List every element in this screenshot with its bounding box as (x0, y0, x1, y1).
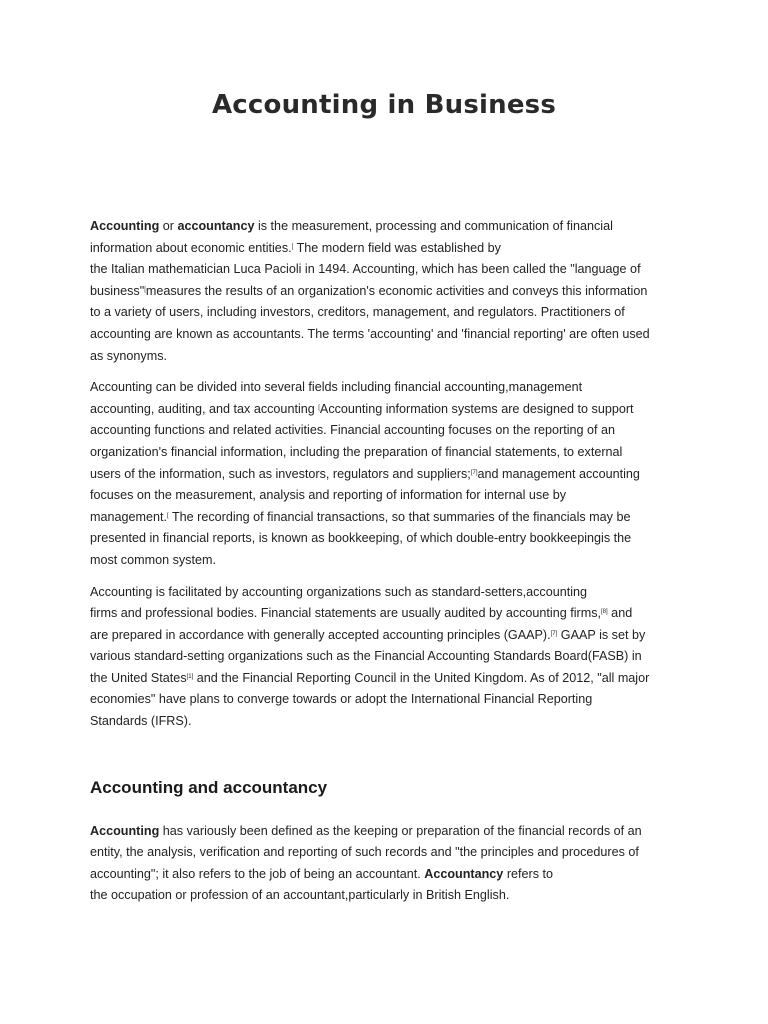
text-line (90, 399, 690, 421)
text-line: accounting are known as accountants. The terms 'accounting' and 'financial reporting' are often used (90, 326, 650, 341)
text-span: GAAP is set by (557, 627, 646, 642)
paragraph-fields (90, 377, 690, 571)
text-span: accounting, auditing, and tax accounting (90, 401, 319, 416)
text-line: to a variety of users, including investors, creditors, management, and regulators. Practitioners of (90, 305, 625, 320)
text-line (90, 625, 690, 647)
paragraph-intro (90, 216, 690, 367)
text-line: Standards (IFRS). (90, 714, 192, 729)
text-line: economies" have plans to converge towards or adopt the International Financial Reporting (90, 692, 593, 707)
document-body (90, 216, 690, 917)
text-span: and management accounting (477, 466, 640, 481)
footnote-ref[interactable]: [ (167, 512, 169, 519)
text-line: Accounting is facilitated by accounting organizations such as standard-setters,accounting (90, 584, 588, 599)
footnote-ref[interactable]: [7] (550, 630, 558, 637)
footnote-ref[interactable]: [ (318, 404, 320, 411)
paragraph-definition (90, 821, 690, 907)
section-heading: Accounting and accountancy (90, 777, 328, 797)
text-span: information about economic entities. (90, 240, 292, 255)
text-line (90, 821, 690, 843)
footnote-ref[interactable]: [7] (470, 469, 478, 476)
bold-term: Accounting (90, 823, 160, 838)
text-line: most common system. (90, 552, 216, 567)
text-span: refers to (503, 866, 554, 881)
text-span: accounting"; it also refers to the job of being an accountant. (90, 866, 425, 881)
text-span: or (159, 219, 178, 233)
text-span: management. (90, 509, 168, 524)
bold-term: accountancy (177, 219, 255, 233)
text-line: focuses on the measurement, analysis and reporting of information for internal use by (90, 488, 567, 503)
text-line (90, 464, 690, 486)
footnote-ref[interactable]: [ (291, 243, 294, 250)
text-span: business" (90, 283, 145, 298)
text-line: organization's financial information, including the preparation of financial statements, to external (90, 444, 623, 459)
text-line (90, 238, 690, 260)
text-span: and (607, 606, 633, 621)
paragraph-organizations (90, 582, 690, 733)
text-line: accounting functions and related activities. Financial accounting focuses on the reporting of an (90, 423, 616, 438)
text-span: firms and professional bodies. Financial statements are usually audited by accounting firms, (90, 606, 602, 621)
text-span: the United States (90, 670, 187, 685)
text-span: measures the results of an organization's economic activities and conveys this information (145, 283, 648, 298)
footnote-ref[interactable]: [1] (186, 673, 194, 680)
text-span: users of the information, such as investors, regulators and suppliers; (90, 466, 471, 481)
text-line: entity, the analysis, verification and reporting of such records and "the principles and procedures of (90, 845, 639, 860)
document-title: Accounting in Business (211, 90, 557, 120)
text-line (90, 603, 690, 625)
text-span: Accounting information systems are designed to support (319, 401, 634, 416)
text-line (90, 864, 690, 886)
text-span: and the Financial Reporting Council in the United Kingdom. As of 2012, "all major (193, 670, 650, 685)
text-line (90, 216, 690, 238)
text-line (90, 281, 690, 303)
text-line (90, 668, 690, 690)
text-span: is the measurement, processing and communication of financial (254, 219, 613, 233)
text-line: various standard-setting organizations such as the Financial Accounting Standards Board(FASB) in (90, 649, 642, 664)
bold-term: Accounting (90, 219, 160, 233)
text-line: as synonyms. (90, 348, 167, 363)
text-line (90, 507, 690, 529)
text-line: the Italian mathematician Luca Pacioli in 1494. Accounting, which has been called the "language of (90, 262, 641, 277)
footnote-ref[interactable]: [8] (601, 609, 608, 616)
text-line: the occupation or profession of an accountant,particularly in British English. (90, 888, 510, 903)
text-span: The modern field was established by (293, 240, 501, 255)
text-line: Accounting can be divided into several fields including financial accounting,management (90, 380, 583, 395)
text-span: are prepared in accordance with generally accepted accounting principles (GAAP). (90, 627, 551, 642)
text-span: has variously been defined as the keeping or preparation of the financial records of an (159, 823, 642, 838)
text-line: presented in financial reports, is known as bookkeeping, of which double-entry bookkeepingis the (90, 531, 632, 546)
footnote-ref[interactable]: [ (144, 286, 146, 293)
text-span: The recording of financial transactions, so that summaries of the financials may be (168, 509, 631, 524)
bold-term: Accountancy (424, 866, 504, 881)
